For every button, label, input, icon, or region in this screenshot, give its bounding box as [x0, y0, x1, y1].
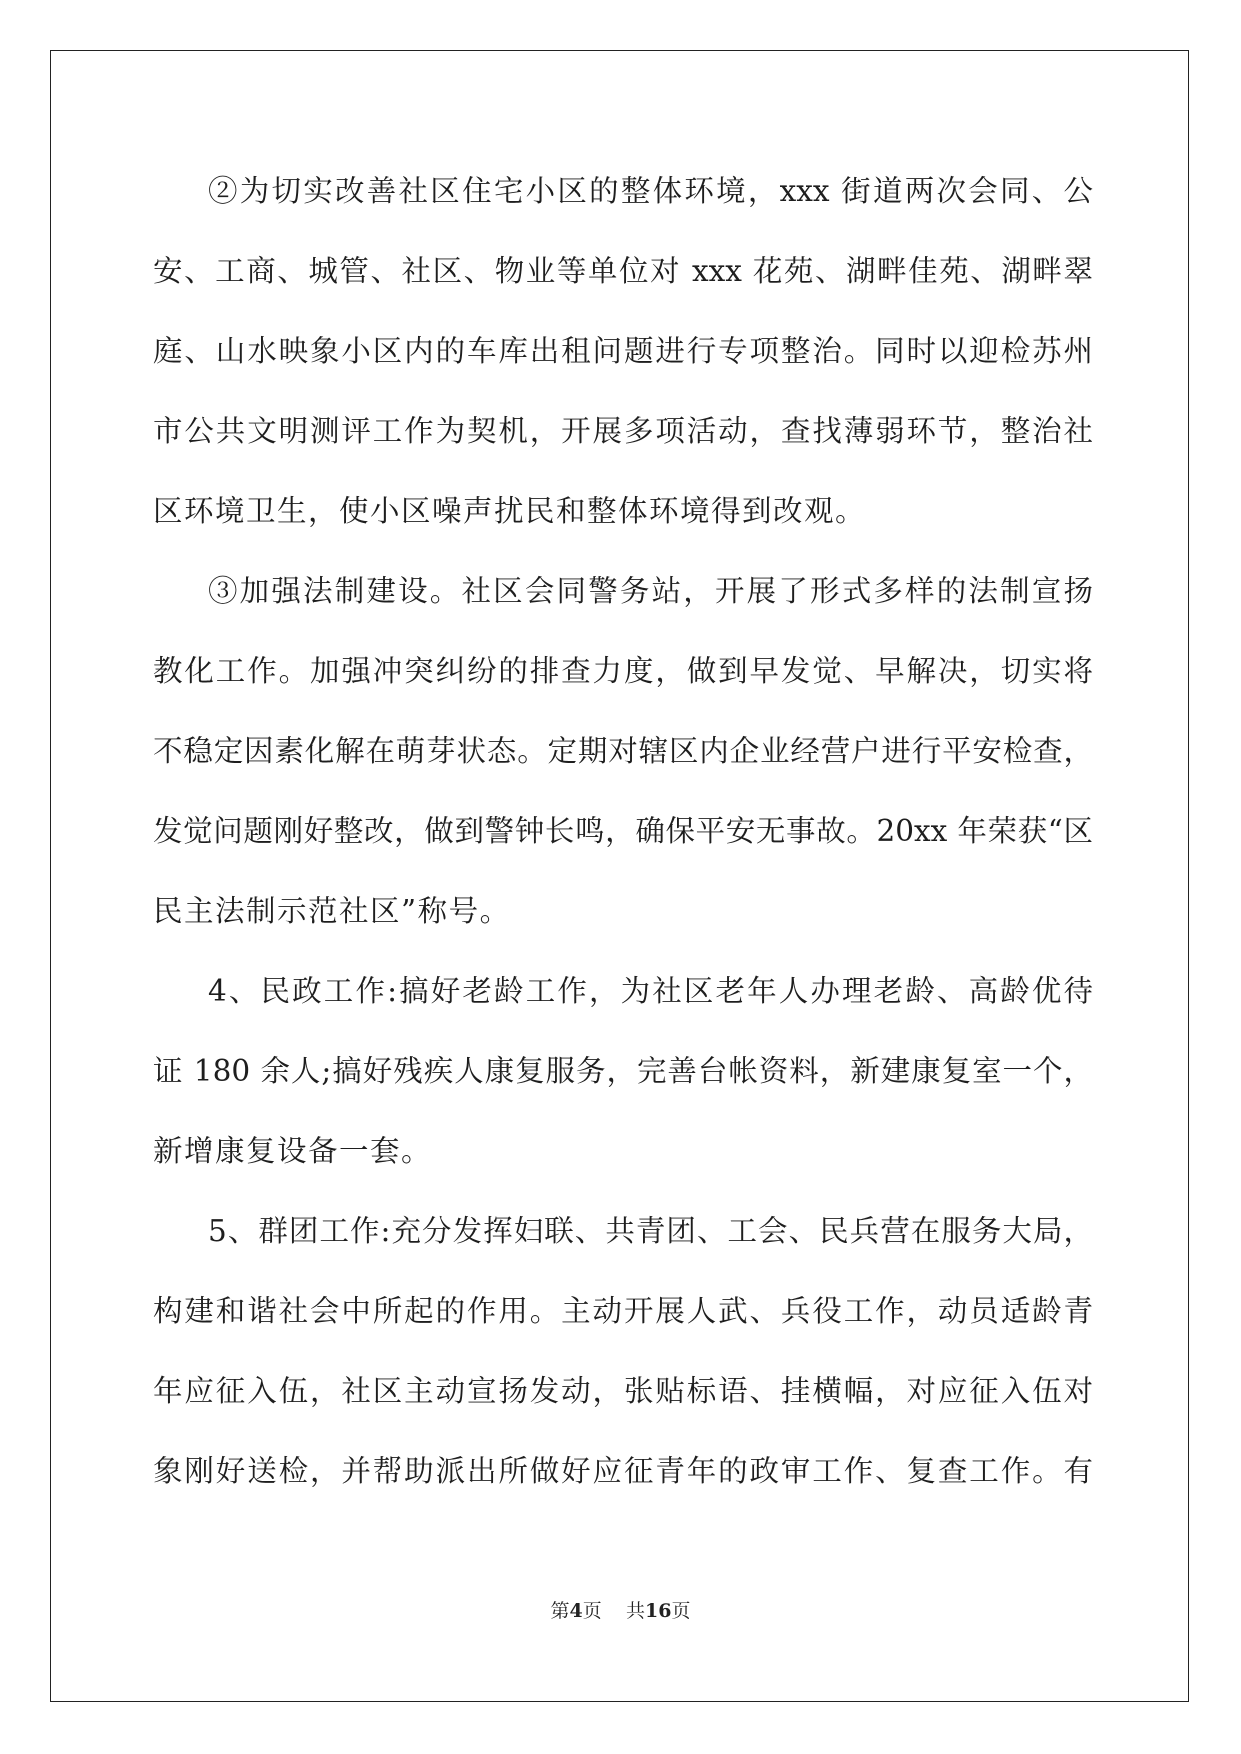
footer-total-unit: 页 — [671, 1600, 691, 1622]
footer-page-unit: 页 — [582, 1600, 602, 1622]
text-line: 市公共文明测评工作为契机，开展多项活动，查找薄弱环节，整治社 — [153, 414, 1093, 448]
text-line: 安、工商、城管、社区、物业等单位对 xxx 花苑、湖畔佳苑、湖畔翠 — [153, 254, 1093, 288]
text-line: ③加强法制建设。社区会同警务站，开展了形式多样的法制宣扬 — [208, 574, 1093, 608]
text-line: 4、民政工作:搞好老龄工作，为社区老年人办理老龄、高龄优待 — [208, 974, 1093, 1008]
footer-prefix: 第 — [550, 1600, 570, 1622]
text-line: 区环境卫生，使小区噪声扰民和整体环境得到改观。 — [153, 494, 867, 528]
text-line: 构建和谐社会中所起的作用。主动开展人武、兵役工作，动员适龄青 — [153, 1294, 1093, 1328]
page-number: 4 — [569, 1600, 583, 1622]
text-line: 民主法制示范社区”称号。 — [153, 894, 511, 928]
text-line: 象刚好送检，并帮助派出所做好应征青年的政审工作、复查工作。有 — [153, 1454, 1093, 1488]
text-line: ②为切实改善社区住宅小区的整体环境，xxx 街道两次会同、公 — [208, 174, 1093, 208]
text-line: 庭、山水映象小区内的车库出租问题进行专项整治。同时以迎检苏州 — [153, 334, 1093, 368]
total-pages: 16 — [644, 1600, 672, 1622]
text-line: 证 180 余人;搞好残疾人康复服务，完善台帐资料，新建康复室一个， — [153, 1054, 1093, 1088]
text-line: 教化工作。加强冲突纠纷的排查力度，做到早发觉、早解决，切实将 — [153, 654, 1093, 688]
text-line: 发觉问题刚好整改，做到警钟长鸣，确保平安无事故。20xx 年荣获“区 — [153, 814, 1093, 848]
page-footer — [0, 1596, 1241, 1623]
text-line: 新增康复设备一套。 — [153, 1134, 433, 1168]
footer-total-prefix: 共 — [625, 1600, 645, 1622]
text-line: 5、群团工作:充分发挥妇联、共青团、工会、民兵营在服务大局， — [208, 1214, 1093, 1248]
text-line: 不稳定因素化解在萌芽状态。定期对辖区内企业经营户进行平安检查， — [153, 734, 1093, 768]
text-line: 年应征入伍，社区主动宣扬发动，张贴标语、挂横幅，对应征入伍对 — [153, 1374, 1093, 1408]
